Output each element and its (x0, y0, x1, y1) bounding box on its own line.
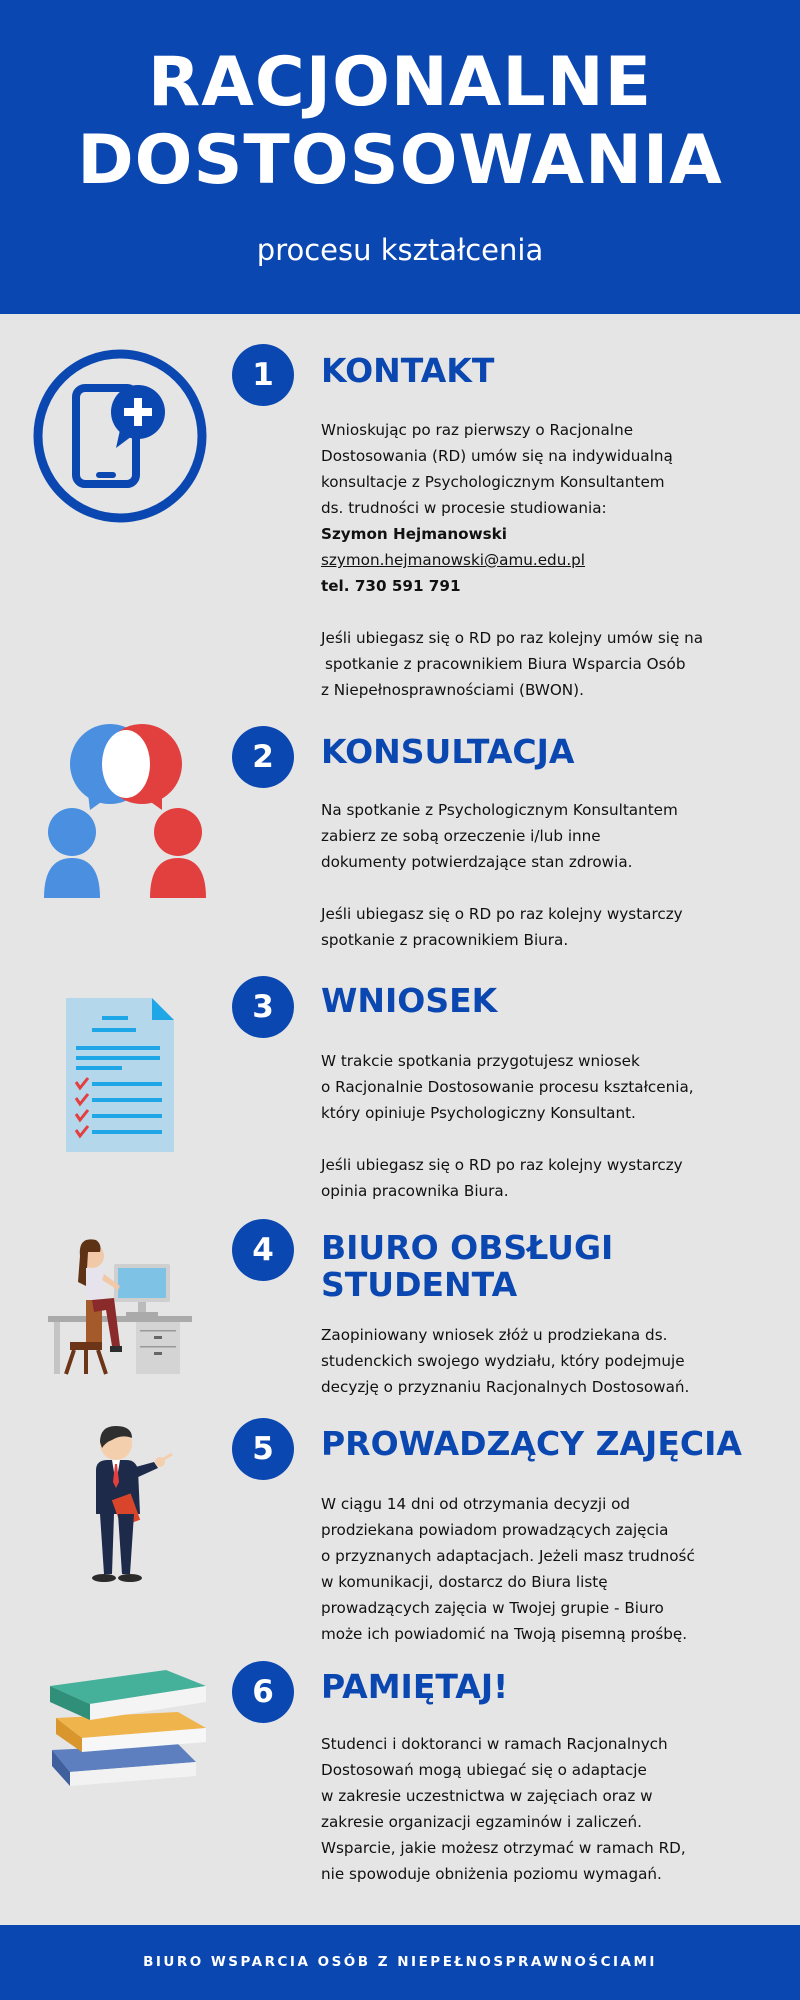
step-1-line: Jeśli ubiegasz się o RD po raz kolejny umów się na (321, 629, 704, 647)
phone-medical-icon (32, 348, 208, 524)
step-1-line: z Niepełnosprawnościami (BWON). (321, 681, 584, 699)
footer-text: BIURO WSPARCIA OSÓB Z NIEPEŁNOSPRAWNOŚCIAMI (143, 1954, 657, 1970)
contact-name: Szymon Hejmanowski (321, 525, 507, 543)
step-3-line: o Racjonalnie Dostosowanie procesu kształcenia, (321, 1078, 694, 1096)
step-3-title: WNIOSEK (321, 981, 498, 1020)
step-5-line: prowadzących zajęcia w Twojej grupie - Biuro (321, 1599, 664, 1617)
contact-email-link[interactable]: szymon.hejmanowski@amu.edu.pl (321, 551, 586, 569)
consultation-people-icon (40, 722, 210, 900)
lecturer-icon (82, 1422, 174, 1586)
step-4-number: 4 (232, 1219, 294, 1281)
step-5-number: 5 (232, 1418, 294, 1480)
page-title-line1: RACJONALNE (147, 43, 653, 122)
step-2-body (321, 797, 721, 953)
step-1-line: spotkanie z pracownikiem Biura Wsparcia Osób (325, 655, 686, 673)
step-4-line: studenckich swojego wydziału, który podejmuje (321, 1352, 685, 1370)
step-3-line: który opiniuje Psychologiczny Konsultant. (321, 1104, 636, 1122)
step-2-number: 2 (232, 726, 294, 788)
step-4-title-line2: STUDENTA (321, 1265, 518, 1304)
page-title (0, 44, 800, 200)
step-5-line: o przyznanych adaptacjach. Jeżeli masz trudność (321, 1547, 695, 1565)
step-6-line: nie spowoduje obniżenia poziomu wymagań. (321, 1865, 662, 1883)
header-banner (0, 0, 800, 314)
step-3-line: opinia pracownika Biura. (321, 1182, 509, 1200)
document-checklist-icon (64, 996, 176, 1154)
page-subtitle: procesu kształcenia (256, 233, 544, 267)
step-6-line: Wsparcie, jakie możesz otrzymać w ramach RD, (321, 1839, 686, 1857)
step-5-line: W ciągu 14 dni od otrzymania decyzji od (321, 1495, 631, 1513)
step-3-body (321, 1048, 721, 1204)
step-6-number: 6 (232, 1661, 294, 1723)
books-stack-icon (48, 1656, 212, 1790)
step-2-line: dokumenty potwierdzające stan zdrowia. (321, 853, 633, 871)
footer-banner (0, 1925, 800, 2000)
step-5-line: w komunikacji, dostarcz do Biura listę (321, 1573, 608, 1591)
step-5-title: PROWADZĄCY ZAJĘCIA (321, 1424, 742, 1463)
step-2-line: Na spotkanie z Psychologicznym Konsultantem (321, 801, 678, 819)
step-3-number: 3 (232, 976, 294, 1038)
page-title-line2: DOSTOSOWANIA (77, 121, 723, 200)
step-4-title-line1: BIURO OBSŁUGI (321, 1228, 614, 1267)
office-worker-icon (48, 1234, 194, 1376)
step-4-body (321, 1322, 721, 1400)
step-6-body (321, 1731, 721, 1887)
step-3-line: Jeśli ubiegasz się o RD po raz kolejny wystarczy (321, 1156, 683, 1174)
step-6-line: zakresie organizacji egzaminów i zaliczeń. (321, 1813, 642, 1831)
step-5-body (321, 1491, 721, 1647)
step-6-line: w zakresie uczestnictwa w zajęciach oraz w (321, 1787, 653, 1805)
step-2-line: spotkanie z pracownikiem Biura. (321, 931, 569, 949)
step-6-line: Dostosowań mogą ubiegać się o adaptacje (321, 1761, 647, 1779)
step-2-line: Jeśli ubiegasz się o RD po raz kolejny wystarczy (321, 905, 683, 923)
step-4-title (321, 1229, 613, 1303)
step-2-line: zabierz ze sobą orzeczenie i/lub inne (321, 827, 601, 845)
step-1-line: Wnioskując po raz pierwszy o Racjonalne (321, 421, 634, 439)
step-1-line: konsultacje z Psychologicznym Konsultantem (321, 473, 665, 491)
step-3-line: W trakcie spotkania przygotujesz wniosek (321, 1052, 640, 1070)
step-2-title: KONSULTACJA (321, 732, 575, 771)
step-4-line: decyzję o przyznaniu Racjonalnych Dostosowań. (321, 1378, 690, 1396)
step-1-title: KONTAKT (321, 351, 495, 390)
step-1-line: ds. trudności w procesie studiowania: (321, 499, 607, 517)
step-5-line: prodziekana powiadom prowadzących zajęcia (321, 1521, 669, 1539)
step-6-line: Studenci i doktoranci w ramach Racjonalnych (321, 1735, 668, 1753)
step-6-title: PAMIĘTAJ! (321, 1667, 509, 1706)
step-4-line: Zaopiniowany wniosek złóż u prodziekana ds. (321, 1326, 668, 1344)
step-5-line: może ich powiadomić na Twoją pisemną prośbę. (321, 1625, 688, 1643)
contact-phone: tel. 730 591 791 (321, 577, 461, 595)
step-1-number: 1 (232, 344, 294, 406)
step-1-body (321, 417, 721, 703)
step-1-line: Dostosowania (RD) umów się na indywidualną (321, 447, 673, 465)
